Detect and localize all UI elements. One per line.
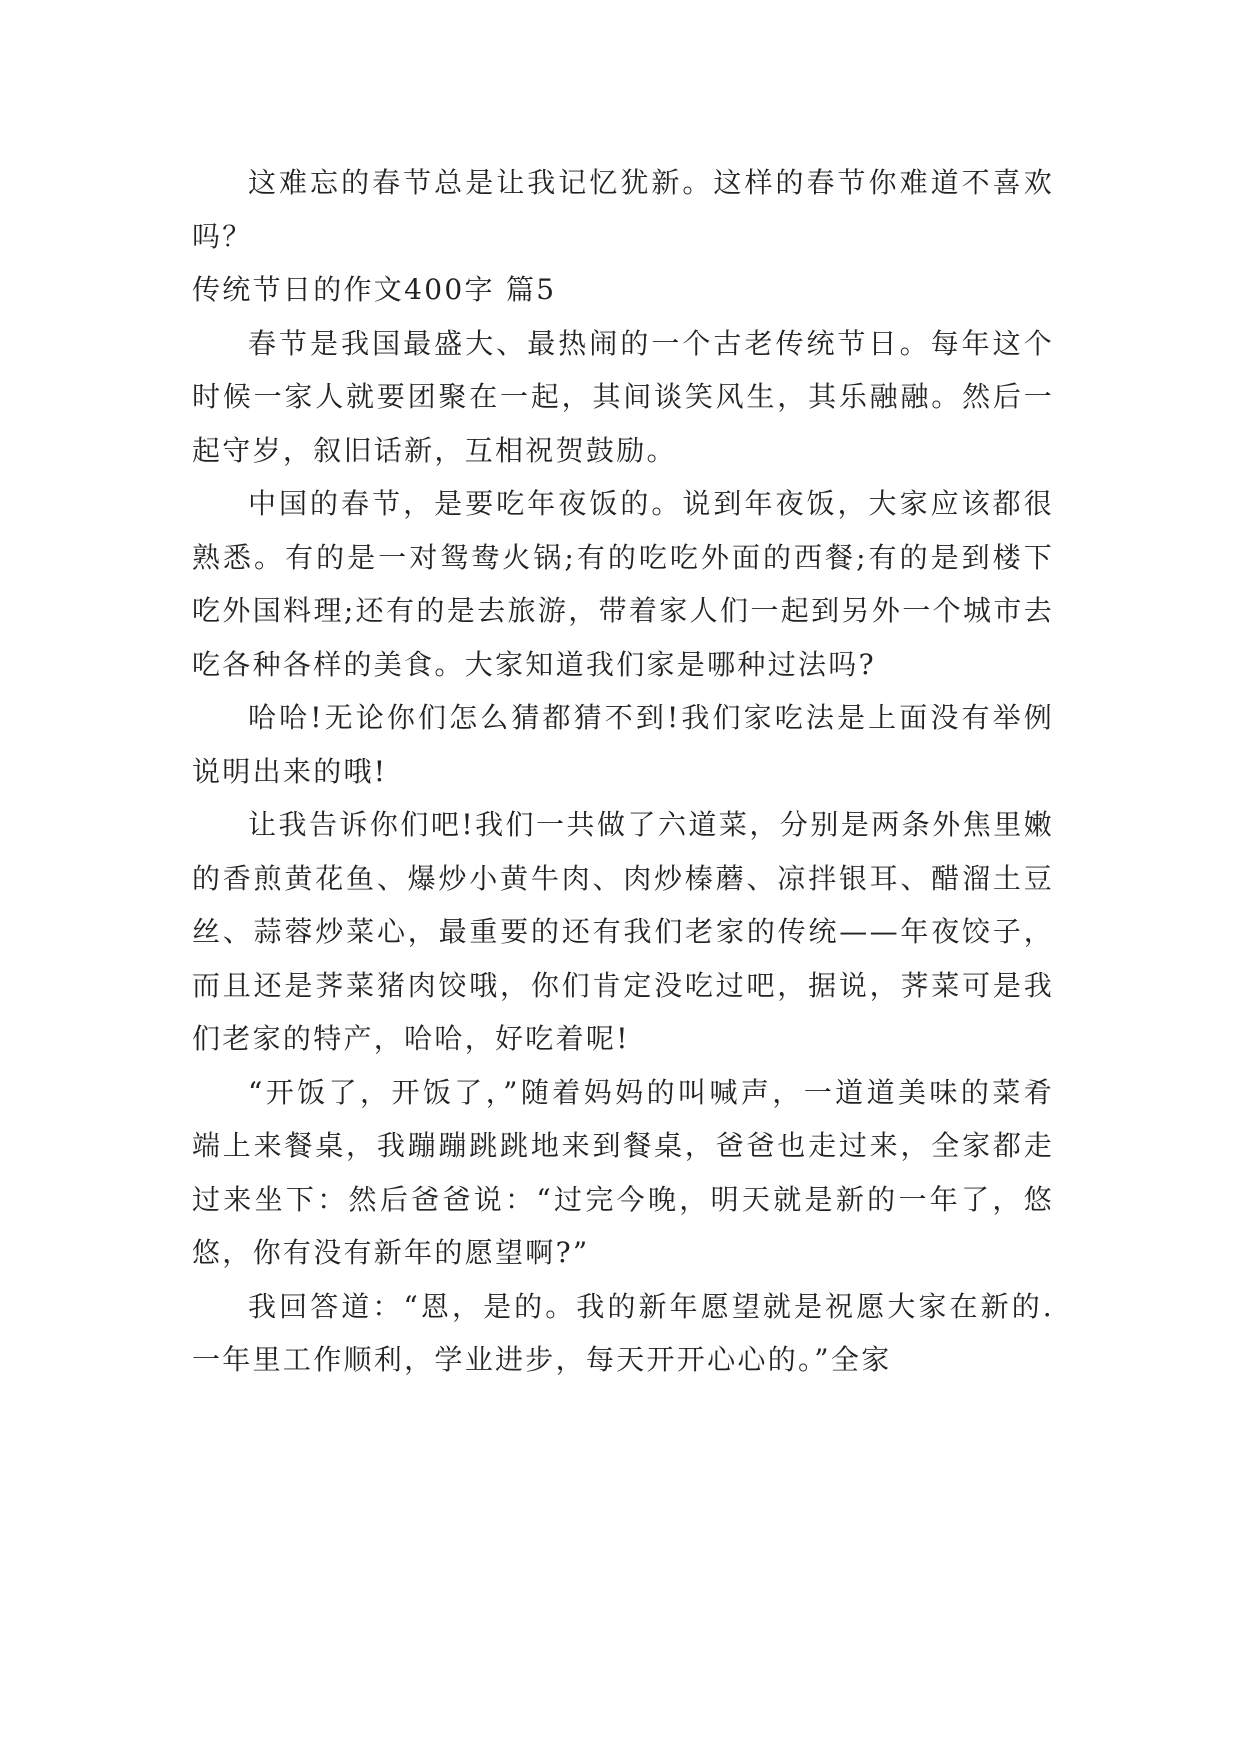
paragraph: “开饭了，开饭了，”随着妈妈的叫喊声，一道道美味的菜肴端上来餐桌，我蹦蹦跳跳地来到餐桌，爸爸也走过来，全家都走过来坐下：然后爸爸说：“过完今晚，明天就是新的一年了，悠悠，你有没有新年的愿望啊?” xyxy=(192,1075,1054,1269)
paragraph: 春节是我国最盛大、最热闹的一个古老传统节日。每年这个时候一家人就要团聚在一起，其间谈笑风生，其乐融融。然后一起守岁，叙旧话新，互相祝贺鼓励。 xyxy=(192,326,1054,467)
document-body xyxy=(192,156,1054,1387)
paragraph: 哈哈!无论你们怎么猜都猜不到!我们家吃法是上面没有举例说明出来的哦! xyxy=(192,701,1054,788)
paragraph: 我回答道：“恩，是的。我的新年愿望就是祝愿大家在新的.一年里工作顺利，学业进步，每天开开心心的。”全家 xyxy=(192,1289,1054,1376)
paragraph: 让我告诉你们吧!我们一共做了六道菜，分别是两条外焦里嫩的香煎黄花鱼、爆炒小黄牛肉、肉炒榛蘑、凉拌银耳、醋溜土豆丝、蒜蓉炒菜心，最重要的还有我们老家的传统——年夜饺子，而且还是荠菜猪肉饺哦，你们肯定没吃过吧，据说，荠菜可是我们老家的特产，哈哈，好吃着呢! xyxy=(192,808,1054,1055)
paragraph: 这难忘的春节总是让我记忆犹新。这样的春节你难道不喜欢吗？ xyxy=(192,166,1054,253)
paragraph: 中国的春节，是要吃年夜饭的。说到年夜饭，大家应该都很熟悉。有的是一对鸳鸯火锅;有的吃吃外面的西餐;有的是到楼下吃外国料理;还有的是去旅游，带着家人们一起到另外一个城市去吃各种各样的美食。大家知道我们家是哪种过法吗? xyxy=(192,487,1054,681)
section-title: 传统节日的作文400字 篇5 xyxy=(192,273,557,306)
